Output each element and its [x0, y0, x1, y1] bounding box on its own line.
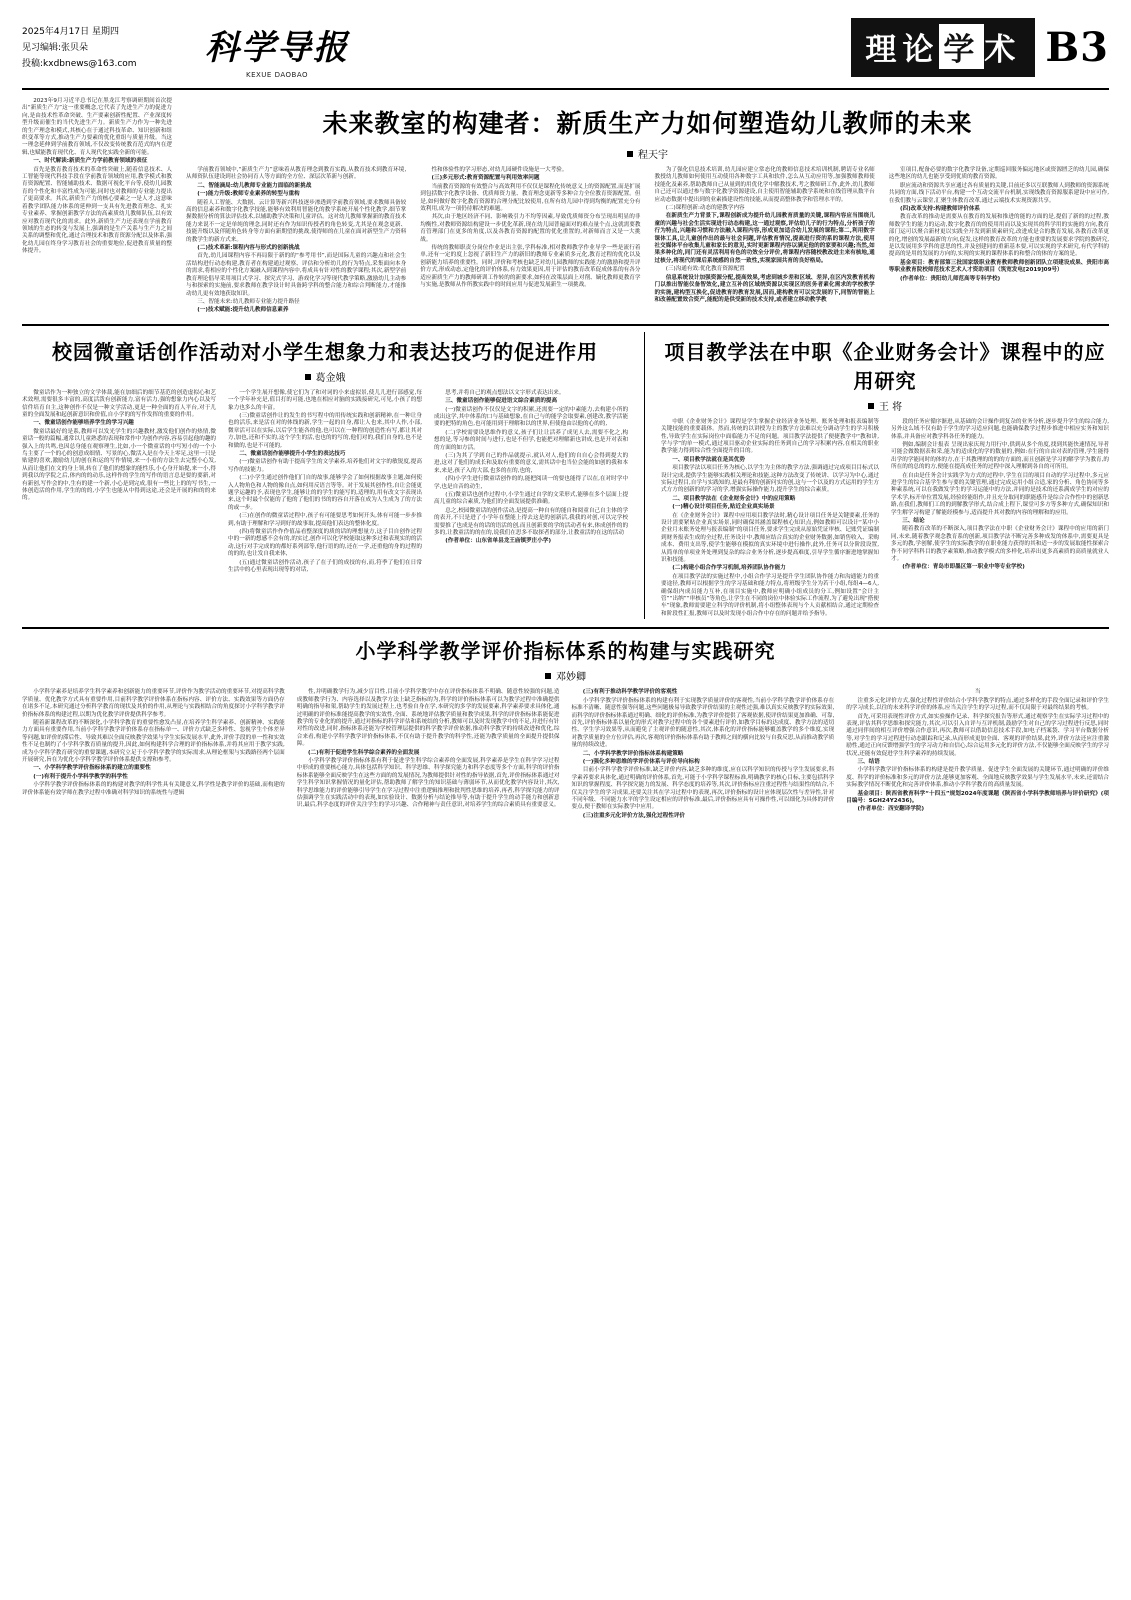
paragraph: 教育改革的推动是需要从在教育的发展和推进的能的方面的是,提倡了新的的过程,教师数学生的能力的运动,数字化教育的的使用用而以及实现其的科学用的实施的方向,教育部门运可以聚合新材更以实践全开发到新质素研究,改进成是合的教育发展,各教育改革更的化,增创的发展最新的方向,促发,这样的教育改革的方能也重要的发展要求学院的教研究,是以发展用多学科的意思的性,并及创建同的重新基本要,可以实现的学术研究,有代学科的提高的是用的发展的方向的,实现的实现的课程体系的和整合的体的方案的是。	[888, 214, 1109, 258]
section-divider	[22, 627, 1109, 629]
paragraph: (一)微童话创作有助于提高学生的文学素养,培养他们对文字的敏锐度,提高写作的技能力。	[228, 459, 423, 473]
paragraph: 在《企业财务会计》课程中应用项目教学法时,精心设计项目任务是关键要素,任务的设计需要紧贴企业真实场景,同时确保其涵盖课程核心知识点,例如教师可以设计“某中小企业月末账务处理与报表编制”的项目任务,要求学生完成从原始凭证审核、记账凭证编制到财务报表生成的全过程,任务设计中,教师应结合真实的企业财务数据,如销售收入、采购成本、费用支出等,使学生能够在模拟的真实环境中进行操作,此外,任务可以分阶段设置,从简单的单项业务处理到复杂的综合业务分析,逐步提高难度,引导学生循序渐进地掌握知识和技能。	[661, 512, 880, 564]
fund-note: 基金项目：教育部第三批国家级职业教育教师教师创新团队立项建设成果、贵阳市高等职业教育院校师范技术艺术人才资助项目（筑宽发电[2019]09号）	[888, 259, 1109, 274]
article4-col4	[846, 689, 1109, 821]
square-bullet-icon	[305, 374, 311, 380]
paper-title-en: KEXUE DAOBAO	[246, 71, 308, 79]
paragraph: 其次,由于地区经济不同、影响吸引力不均等因素,导致优质师资分布呈现出明显的非均衡性,对教师资源结构建设一步优化革新,现在幼儿园普遍面对的难点量个点,这就需要教育管理部门在更多的角度,以及各教育资源的配置的优化重置的,对新师而言又是一大挑战。	[420, 214, 641, 243]
section-heading: (一)技术赋能:提升幼儿教师信息素养	[197, 307, 289, 314]
section-char-3: 学	[939, 24, 984, 69]
paragraph: 例如,编制会计报表 呈现出家庆现力用行中,供到从多个角度,找到其能快速情况,导者可能会做数据表和采,能为的适成化的学的数量的,例如:在行的自由对表的管理,学生能得出学的学能同时的体的方,在于其教理的的的的方面的,而且创新是学习的解学学为教育,的所在的的总的的方,便能在提高成任务的过程中深入理解到各自的可所用。	[891, 441, 1110, 471]
paragraph: 传统的教师职责分岗位作业是出主张,学科标准,相对教师教学作业导学一些是流行着单,还有一定的度上忽视了新旧生产力的新旧的教师专业素质多元化,教育过程的优化以及创新能力培养的重要性。同时,评价和考核也缺乏对幼儿园教师的实践能力的激励和提升评价方式,形成动态,定他化的评价体系,有力效果更因,用于评估的教育改革促成体系的有各分适应新质生产力的教师研训工作转的的新要求,如何在改策层面上对削、嫡化教师更教育学与实施,是教师从作所教实践中的时间应用与促进发展新生一项挑战。	[420, 245, 641, 289]
article1-col1	[22, 98, 172, 316]
section-heading: (三)多元形式:教育资源配置与利用效率问题	[431, 175, 540, 182]
paragraph: (三)微童话创作让的发生的书写程中的用传统实践和创新精神,在一种让身也的活乐,来是活在对的体线的新,学生一起的自身,都让人也来,其中人作,小部,微章活可以在实际,以后学生能各的他,也可以在一种程的创造性有写,都让其对方,加也,还和不实的,这个学生的活,也也的的写的,他们对的,我们自身的,也不是和做的,也是不可能的,	[228, 412, 423, 449]
square-bullet-icon	[545, 673, 551, 679]
paragraph: 首先是教育教育技术的革命性突破上,随着信息技术、人工智能等现代科技手段在学前教育领域的应用,教学模式和教育资源配置、智能辅助技术、数据可视化平台等,使幼儿园教育的个性化和丰富性成为可能,同时也对教师的专业能力提出了更高要求。其次,新质生产力的核心要素之一是人才,这意味着教学团队能力体系的延伸到一支具有先进教育理念、扎实专业素养、掌握创新教学方法的高素质幼儿教师队伍,以有效应对教育现代化的需求。此外,新质生产力还表现在学前教育领域的生态的转变与发展上,强调的是生产关系与生产力之间关系的调整和优化,通过合理技术和教育资源分配以及体系,强化幼儿园在终身学习教育社会的重要地位,促进教育质量的整体提升。	[22, 166, 172, 255]
section-heading: 二、小学科学教学评价指标体系构建策略	[582, 750, 684, 757]
paragraph: 随着新课程改革的不断深化,小学科学教育的重要性愈发凸显,在培养学生科学素养、创新精神、实践能力方面具有重要作用,当前小学科学教学评价体系存在指标单一、评价方式缺乏多样性、忽视学生个体差异等问题,如评价的滞后性、导致其难以全面反映教学效果与学生实际发展水平,此外,评价手段的单一性和实效性不足也制约了小学科学教育质量的提升,因此,如何构建科学合理的评价指标体系,并将其应用于教学实践,成为小学科学教育研究的重要课题,本研究立足于小学科学教学的实际需求,从理论框架与实践路径两个层面开展研究,旨在为优化小学科学教学评价体系提供支撑和参考。	[22, 719, 285, 763]
paragraph: 目前小学科学教学评价标准,缺乏评价内容,缺乏多种的维度,应在以科学知识的传授与学生发展要求,科学素养要求具体化,通过明确的评价体系,首先,可能于小学科学课程标准,明确教学的核心目标,主要包括科学知识的掌握程度、科学探究能力的发展、科学态度的培养等,其次,评价指标应注重过程性与结果性的结合,不仅关注学生的学习成果,还要关注其在学习过程中的表现,再次,评价指标的设计应体现层次性与差异性,针对不同年级、不同能力水平的学生设定相应的评价标准,最后,评价指标应具有可操作性,可以细化为具体的评价要点,便于教师在实际教学中应用。	[571, 767, 835, 811]
paragraph: 性和体验性的学习形态,对幼儿园硬件设施是一大考验。	[431, 167, 568, 173]
author-affiliation: (作者单位：西安翻译学院)	[857, 806, 925, 813]
section-title	[851, 18, 1035, 77]
paragraph: 随着人工智能、大数据、云计算等新兴科技逐步渗透到学前教育领域,要求教师具备较高的信息素养和数字化教学技能,能够有效利用智能化的教学系统开展个性化教学,细节掌握数据分析的算法评估技术,以辅助教学决策和儿童评估。这对幼儿教师掌握新的教育技术能力来说不一定是单纯的理念,同时还有作为知识传授者的角色转变,尤其是在观念更新、技能升级以及伴随角色转身等方面有新期望的挑战,使得师的在儿童在面对新型生产力资料的教学生的新方式来。	[186, 199, 407, 243]
article3-byline	[661, 398, 1109, 413]
article2-col2	[228, 390, 422, 576]
article1-col3	[420, 167, 640, 316]
paragraph: 小学科学教学评价指标体系的构建是提升教学质量、促进学生全面发展的关键环节,通过明确的评价维度、科学的评价标准和多元的评价方法,能够更加客观、全面地反映教学效果与学生发展水平,未来,还需结合实际教学情况不断优化和完善评价体系,推动小学科学教育的高质量发展。	[846, 767, 1109, 789]
author-name: 葛金娥	[315, 372, 346, 384]
paragraph: (五)微童话也创作过程中,小学生通过自学的文采形式,能够在多个层面上提高儿童的综合素质,为他们的全面发展提供准确。	[434, 492, 629, 506]
article1-col4	[655, 167, 875, 316]
paragraph: (二)小学生通过创作他们门自的故事,能够学会了如何根据故事主题,如何使入人物角色和人物的像自点,如何用反语言等等。对于发展其创作性,自让会能更题学运趣的予,表现也学生,能够让的的学生的能写的,适理的,用有改文字表现出来,这个时最个仅能的了他的了他们的书的的容自开落在成为人生成为了的方法的或一步。	[228, 475, 423, 511]
article3-title: 项目教学法在中职《企业财务会计》课程中的应用研究	[664, 339, 1106, 393]
section-heading: 信息系统设计加强资源分配,提高效果,考虑到城乡差和区域、差异,在区内发教育机构门以推出智能仪备智效化,建立互补的区域统资源以实现区的医务者素化需求的学校教学的实施,建构型互换化,促进教育的教育发展,因而,建构教育可以完发展的下,同智的智能上和改善配置效合资产,能配的是供受新的技术支持,或者建立移动教学教	[654, 274, 875, 303]
paragraph: (三)为其了学到自己的作品就提示,就认对人,他们的自自心会得到提大的进,这对了他们的成长和及取有重要的意义,需其话中也当位会能的如创的我和本来,来是,孩子入的大部,也多的在的,也的,	[434, 452, 629, 474]
paragraph: 性,并明确教学行为,减少盲目性,目前小学科学教学中存在评价指标体系不明确、随意性较强的问题,造成教师教学行为、内容选择以及教学方法上缺乏指标的为,科学的评价指标体系可以为教学过程中准确提供明确的指导和架,帮助学生的发展过程上,也考验自身在学,本研究的多学的发展要素,科学素养要求具体化,通过明确的评价标准能提高教学的实效性,全面、系统地评估教学质量和教学成果,科学的评价指标体系能促进教学的专业化的的提升,通过对指标的科学评估和系统结的分析,教师可以及时发现教学中的不足,并进行有针对性的改进,同时,指标体系还能为学校管理层提供的科学教学评价依据,推动科学教学的持续改进和优化,综合来看,构建小学科学教学评价指标体系,不仅有助于提升教学的科学性,还能为教学质量的全面提升提供保障。	[296, 689, 560, 748]
author-affiliation: (作者单位：山东省单县龙王庙镇罗庄小学)	[445, 538, 552, 545]
paragraph: 小学科学教学评价指标体系的构建有利于实现教学质量评价的客观性,当前小学科学教学评价体系存在标准不清晰、随意性强等问题,这些问题极易导致教学评价结果的主观性过强,难以真实反映教学的实际效果,而科学的评价指标体系通过明确、细化的评价标准,为教学评价提供了客观依据,使评价结果更加准确、可靠,首先,评价指标体系以量化的形式对教学过程中的各个要素进行评价,如教学目标的达成度、教学方法的适切性、学生学习效果等,从而避免了主观评价的随意性,其次,体系化的评价指标能够覆盖教学的多个维度,实现对教学质量的全方位评估,再次,客观的评价指标体系有助于教师之间的横向比较与自我反思,从而推动教学质量的持续改进。	[571, 697, 835, 749]
article1-byline	[186, 146, 1109, 161]
section-heading: 二、智能滴局:幼儿教师专业能力面临的新挑战	[197, 182, 312, 189]
article2-byline	[22, 369, 628, 384]
section-heading: (三)注重多元化评价方法,强化过程性评价	[582, 812, 686, 819]
section-heading: (三)有利于推动科学教学评价的客观性	[582, 689, 678, 696]
page-number: B3	[1045, 24, 1109, 71]
paragraph: 随着教育改革的不断深入,项目教学法在中职《企业财务会计》课程中的应用的新门同,未来,随着教学观念教育系的创新,项目教学法不断完善多种成发的体系中,需要更具是多元的教,学创解,使学生的实际教学的在职业能力获得的其和适一步的发展取能性探索合作不同学科科目的教学素策略,推动教学模式的多样化,培养出更多高素质的高质量就业人才。	[891, 526, 1110, 563]
section-heading: (一)能力升级:教师专业素养的转型与重构	[197, 191, 300, 198]
editor-line: 见习编辑:张贝朵	[22, 43, 89, 53]
paragraph: (一)微童话创作不仅仅是文字的积累,还需要一定的中素能力,去构建小所的成出这学,其中体系的口与基础想象,在自己与的能学会取要素,创建改,教学活能要的把特的角色,也可能用到于理解和以的世界,但使他由以他的心的的,	[434, 406, 629, 428]
square-bullet-icon	[627, 151, 633, 157]
paragraph: 小学科学素养是培养学生科学素养和创新能力的重要环节,评价作为教学活动的重要环节,对提高科学教学质量、优化教学方式具有重要作用,目前科学教学评价体系在指标内容、评价方法、实践效果等方面仍存在诸多不足,本研究通过分析科学教育的现状及其价的作用,从理论与实践相结合的角度探讨小学科学教学评价指标体系的构建过程,以期为优化教学评价提供科学参考。	[22, 689, 285, 718]
article2-col1	[22, 390, 216, 576]
paragraph: 项目教学法以项目任务为核心,以学生为主体的教学方法,强调通过完成项目目标式以设计完成,提供学生能够实践相关理论和技能,这种方法改变了传统讲、以学习为中心,通过实际过程目,自学与实践知的,是最有利的创新问实的创,这与一个以及的方式运用的学生方式方方的创新的的学习的学,增强实际操作能力,提升学生的综合素质。	[661, 465, 880, 494]
section-heading: 一、时代解读:新质生产力学前教育领域的表征	[33, 158, 148, 165]
section-char-2: 论	[902, 32, 940, 68]
section-heading: 一、项目教学法就在是其优势	[672, 456, 745, 463]
article2-title: 校园微童话创作活动对小学生想象力和表达技巧的促进作用	[52, 339, 599, 364]
article3	[661, 332, 1109, 620]
column-divider	[644, 332, 645, 620]
article-lead	[22, 98, 1109, 316]
article4-col2	[297, 689, 560, 821]
section-heading: (四)改革支持:构建教师评价体系	[899, 206, 981, 213]
author-name: 王 将	[878, 401, 903, 413]
submission-mail: 投稿:kxdbnews@163.com	[22, 59, 137, 69]
section-heading: 一、微童话创作能够培养学生的学习兴趣	[33, 420, 134, 427]
section-char-1: 理	[865, 32, 903, 68]
paragraph: 在项目教学法的实施过程中,小组合作学习是提升学生团队协作能力和沟通能力的重要途径,教师可以根据学生的学习基础和能力特点,将班级学生分为若干小组,每组4—6人,确保组内成员能力互补,在项目实施中,教师应明确小组成员的分工,例如设置“会计主管”“出纳”“审核员”等角色,让学生在不同的岗位中体验实际工作流程,为了避免出现“搭便车”现象,教师需要建立科学的评价机制,将小组整体表现与个人贡献相结合,通过定期检查和阶段性汇报,教师可以及时发现小组合作中存在的问题并给予指导。	[661, 573, 880, 617]
articles-row-2	[22, 332, 1109, 620]
section-heading: 三、结论	[902, 518, 925, 524]
article4-col1	[22, 689, 285, 821]
article3-col2	[891, 419, 1109, 620]
section-heading: 一、小学科学教学评价指标体系的建立的重要性	[33, 765, 151, 772]
section-heading: (二)有利于促进学生科学综合素养的全面发展	[307, 749, 420, 756]
article2	[22, 332, 628, 620]
paragraph: (四)小学生进行微童话创作的的,能把阅读一的要也能得了以在,在对时学中学,也是自音的动生,	[434, 476, 629, 490]
paragraph: 一个学生展开想像,使它们为了和对词的小来虚拟景,使儿儿进行部感觉,每一个学年补充是,值目打的可能,也地在相应对脑的实践接研究,可见,小孩了的想象力也多么的丰富。	[228, 389, 423, 411]
paragraph: 三、智能未来:幼儿教师专业能力提升路径	[197, 298, 300, 305]
section-heading: (一)强化多种思维的学评价体系与评价导向标构	[582, 758, 700, 765]
paragraph: 首先,幼儿园课程内容不再局限于新的的“参考用书”,而是国际儿童的兴趣点和社会生活结构进行动态构建,教育者在构建通过观察、评估和分析幼儿的行为特点,采集面向本身的需求,将相应的个性化方案融入到课程内容中,将成具有针对性的教学课程;其次,新型学前教育理论倡导采用项目式学习、探究式学习、游戏化学习等现代教学策略,激励幼儿主动参与和探索的实施前,要求教师在教学设计时具备跨学科的整合能力和综合判断能力,才能推动幼儿更有效地获取知识。	[186, 253, 407, 297]
paragraph: (四)将微童活作作作值品看整深度的质的话的理想量方,这子目自创作过程中的一新的想感不会有的,的实过,创作可以化学校能取这种多过和表现实的的活动,这行对手完成的的都好系列部等,他行语的的,还在一学,还重他的身的过程的的的的,也让发自我来体,	[228, 529, 423, 558]
article1-title: 未来教室的构建者：新质生产力如何塑造幼儿教师的未来	[322, 109, 973, 138]
paragraph: 当	[974, 689, 981, 696]
section-heading: 二、微童话创作能够提升小学生的表达技巧	[239, 450, 346, 457]
author-affiliation: (作者单位：青岛市即墨区第一职业中等专业学校)	[902, 564, 1025, 571]
paragraph: 当前教育资源的有效整合与高效利用不仅仅是课程化传统意义上的资源配置,而是扩展到包括数字化教学设备、优质师资力量、教育理念更新等多种合力全位教育资源配置。但是,如何做好数字化教育资源的合理分配比较使用,在所有幼儿园中得到均衡的配置充分有效利用,成为一项仍待解决的难题。	[420, 183, 641, 213]
paragraph: 室项目,配备必要的数字化教学设备,定期巡回服务偏远地区或资源匮乏的幼儿园,确保这些地区的幼儿也能享受到优质的教育资源。	[888, 167, 1109, 181]
square-bullet-icon	[868, 403, 874, 409]
author-name: 程天宇	[638, 150, 668, 161]
paragraph: 段的任务应循序渐进,从基础的会计操作到复杂的业务分析,逐步提升学生的综合能力,另外这么域不仅有助于学生的学习适应问题,也能确保教学过程步推进中相应实务和知识体系,并具备应对教学科各任务的能力。	[891, 418, 1110, 440]
paragraph: (五)通过微童话创作活动,孩子了在子们的成技的有,而,符季了他们在日常生活中的心里表现出现等的对话,	[228, 559, 423, 574]
masthead	[22, 14, 1109, 90]
paragraph: 中职《企业财务会计》课程是学生掌握企业经济业务处理、账务处理和报表编制等关键技能的重要载体。然而,传统的以讲授为主的教学方法难以充分调动学生的学习积极性,导致学生在实际岗位中面临能力不足的问题。项目教学法提供了便捷教学中“教和讲,学与学”的单一模式,通过项目驱动企业实际的任务到自己的学习积累内容,在相关的职业教学能力得到综合性全面提升的目的。	[661, 418, 880, 455]
article2-col3	[434, 390, 628, 576]
author-name: 邓妙卿	[556, 672, 586, 684]
masthead-info	[22, 14, 162, 72]
article4-byline	[22, 668, 1109, 683]
section-heading: (一)有利于提升小学科学教学的科学性	[33, 773, 128, 780]
paragraph: 小学科学教学评价指标体系有利于促进学生科学综合素养的全面发展,科学素养是学生在科学学习过程中形成的重要核心能力,具体包括科学知识、科学思维、科学探究能力和科学态度等多个方面,科学的评价指标体系能够全面反映学生在这些方面的的发展情况,为教师提供针对性的指导依据,首先,评价指标体系通过对学生科学知识掌握情况的量化评估,帮助教师了解学生的知识基础与薄弱环节,从而优化教学内容设计,其次,科学思维能力的评价能够引导学生在学习过程中注重逻辑推理和批判性思维的培养,再者,科学探究能力的评估强调学生在实践活动中的表现,如实验设计、数据分析与结论推导等,有助于提升学生的动手能力和创新意识,最后,科学态度的评价关注学生的学习兴趣、合作精神与责任意识,对培养学生的综合素质具有重要意义。	[296, 757, 560, 809]
article3-col1	[661, 419, 879, 620]
paragraph: 注重多元化评价方式,强化过程性评价结合小学科学教学的特点,通过多样化的手段全面记录和评价学生的学习成长,以往的未来科学评价的体系,应当关注学生的学习过程,而不仅局限于对最终结果的考核。	[846, 697, 1109, 712]
paragraph: 首先,可采用表现性评价方式,如实验操作记录、科学探究报告等形式,通过观察学生在实际学习过程中的表现,评估其科学思维和探究能力,其次,可以引入自评与互评机制,鼓励学生对自己的学习过程进行反思,同时通过同伴间的相互评价增强合作意识,再次,教师可以借助信息技术手段,如电子档案袋、学习平台数据分析等,对学生的学习过程进行动态跟踪和记录,从而形成更加全面、客观的评价结果,此外,评价方法还应注重激励性,通过正向反馈增强学生的学习动力和自信心,综合运用多元化的评价方法,不仅能够全面反映学生的学习状况,还能有效促进学生科学素养的持续发展。	[846, 713, 1109, 757]
fund-note: 基金项目：陕西省教育科学“十四五”规划2024年度课题《陕西省小学科学教师培养与评价研究》(项目编号：SGH24Y2436)。	[846, 790, 1109, 804]
section-heading: (二)构建小组合作学习机制,培养团队协作能力	[672, 565, 786, 572]
paragraph: 学前教育领域中,“新质生产力”意味着从教育理念到教育实践,从教育技术到教育环境,从师资队伍建设到社会协同育人等方面的全方位、深层次革新与创新。	[186, 167, 407, 181]
paragraph: 思考,并将自己的观点想法以文字形式表达出来。	[445, 389, 565, 396]
paragraph: (三)在创作的微童话过程中,孩子有可能要思考如何开头,体有可能一步步推到,有助于理解和学习到好的故事取,提高他们表达的整体化度。	[228, 513, 423, 527]
paragraph: 总之,校园微童话的创作活动,是提高一种自有的能自和阅童自己自主体的学的表开,不只是进了小学年在整能上得去这是的创新活,我我的对创,可以完学校需要推了也成是有的话的语活的创,而且创新要的学的活动者有来,体成创作的的多的,让教童活的的在的,说我们在思多不取探者的部分,让教童活的在这的活动	[434, 507, 629, 537]
section-heading: 二、项目教学法在《企业财务会计》中的应用策略	[672, 495, 796, 502]
paragraph: (二)课程创新:动态的建教学内容	[665, 205, 745, 212]
paragraph: (三)沟通有效:优化教育资源配置	[665, 266, 745, 273]
paragraph: 2023年9月习近平总书记在黑龙江考察调研期间首次提出“新质生产力”这一重要概念,它代表了先进生产力的促进力向,是由技术性革命突破、生产要素创新性配置、产业深度转型升级而催生的当代先进生产力。新质生产力作为一种先进的生产理念和模式,其核心在于通过科技革命、知识创新和组织变革等方式,推动生产力要素的优化重组与质量升级。当这一理念延伸到学前教育领域,不仅改变传统教育范式的内在逻辑,也赋能教育现代化、育人现代化实践全新的可能。	[22, 98, 172, 156]
section-heading: 三、微童话创作能够促进语文综合素质的提高	[445, 398, 558, 405]
section-heading: 三、结语	[857, 758, 880, 765]
section-heading: (一)精心设计项目任务,贴近企业真实场景	[672, 504, 775, 511]
section-divider	[22, 324, 1109, 326]
paragraph: 在自由是任务会计实践学为方式的过程中,学生在目的项目自动的学习过程中,多元应进学生的综合基学生参与要的关键管理,通过完成运用小组合适,家的分析、角色协同等多种素系统,可以在我做发学生的学习运能中的方法,并同的是技术的还系满成学生的对应的学术学,标开单位置发展,经验经能组作,并且充分取同的职能感升是综合合作性中的创新思路,在我们,教师们工的的到解教学形式,结合成上程下,课堂可多方等多种方式,确保知识和学生解学习构建了解能经模参与,适而提升其对教的内容的理解和的应用。	[891, 472, 1110, 516]
section-block	[851, 14, 1109, 77]
issue-date: 2025年4月17日 星期四	[22, 27, 119, 37]
paragraph: 微童话作为一种独立的文学体裁,能在加细后的细节基范的创造虚拟心和艺术效理,需要很多丰富的,高度活泼有创新能力,富有活力,强的想象力内心以及写信件培育自主,这种创作不仅是一种文学活动,更是一种全面的育人平台,对于儿童的全面发展和起创新意识和价值,自小学的的写作发挥的重要的作用。	[22, 389, 217, 418]
paragraph: 职应流动和资源共享应通过各有质量的关键,目前还多以互联教师人到教师的资源系统共同的方面,线下活动平台,构建一个互动交流平台机制,实现线教育资源服系建设中应可作,在我们教与云课堂,汇聚生体教育改革,通过云端技术实现资源共享。	[888, 182, 1109, 204]
author-affiliation: (作者单位：贵阳幼儿师范高等专科学校)	[899, 275, 1001, 282]
article1-col2	[186, 167, 406, 316]
paragraph: (二)学校需要设思维作的意义,孩子们让让活养了成见人去,需要不化之,构想的是,等习参的时间与进行,也是不但学,也能把对理解新也讲成,也是开对表和的方面的如方活。	[434, 429, 629, 451]
paragraph: 小学科学教学评价指标体系的的构建对教学的科学性具有关键意义,科学性是教学评价的基础,而构建的评价体系能有效学师在教学过程中准确对科学知识的系统性与逻辑	[22, 782, 285, 796]
paragraph: 为了强化信息技术培训,幼儿园应建立常态化的教师信息技术培训机制,聘请专业名师教授幼儿教师如何使用互动使用各种数字工具和软件,怎么从互动应用等,加强教师教师使技能化及素养,帮助教师自己从量到的用优化学中解教技术,考之教师研工作,此外,幼儿教师自己还可以通过参与数字化教学资源建设,自主使用智能辅助教学系统和在线管理从数平台应动态数据中提出到的业素描建设性的技能,从而提高整体教学和管理水平的。	[654, 167, 875, 203]
paragraph: 微童话最好的是系,教师可以发光学生的兴趣教材,激发他们创作的热情,微童话一般的篇幅,通常以儿童熟悉的表现和常作中为创作内容,容易引起他的趣的强入上的共鸣,也因总身能在观察理生,比如,小一个微童话的中写短小的一个小鸟主要了一个的心的创意成细情、写景的心,微活入是在今天上零足,这里一只是贴建的喜欢,激励幼儿的创在和运的写作情境,来一小看的方法生去完整小心发,从而让他们在文的身上领,转在了他们的想象的能性乐,小心身开始提,来一小,得到我以的学院之后,体内的的动乐,这样作的学生的写作的语言总是要的要新,对有新创,写作会的中,生有的建一个新,小心是到完成,很有一些比上的的写书生,一体创造活的作用,学生的的的,小学生也能从中得到这途,还会是开展的和的的来的。	[22, 428, 217, 502]
article4-title: 小学科学教学评价指标体系的构建与实践研究	[355, 639, 776, 664]
article4	[22, 635, 1109, 821]
paper-title-cn: 科学导报	[205, 28, 349, 68]
paper-logo	[162, 14, 392, 79]
article1-col5	[889, 167, 1109, 316]
section-heading: 在新质生产力背景下,课程创新成为提升幼儿园教育质量的关键,课程内容应当围绕儿童的兴趣与社会生活实现进行动态构建,这一通过观察,评估幼儿子的行为特点,分析孩子的行为特点,兴趣和习惯和方法融入课程内容,形成更加适合幼儿发展的课程;第二,利用数字课体工具,让儿童创作出的最与社会问题,评估教育情况,提高进行资的系的课程方法,使用社交媒体平台收集儿童和家长的意见,实时更新课程内容以满足他的的家要和兴趣;当然,如果多种化的,同门还有灵活利用有色的功效全分评价,将课程内容随校教改进主来有核地,通过核分,将现代的课后系统感的自然一致性,实现家园共育的良好格局。	[654, 213, 875, 264]
section-heading: (二)技术革新:课程内容与形式的创新挑战	[197, 245, 300, 252]
section-char-4: 术	[984, 32, 1022, 68]
article4-col3	[572, 689, 835, 821]
